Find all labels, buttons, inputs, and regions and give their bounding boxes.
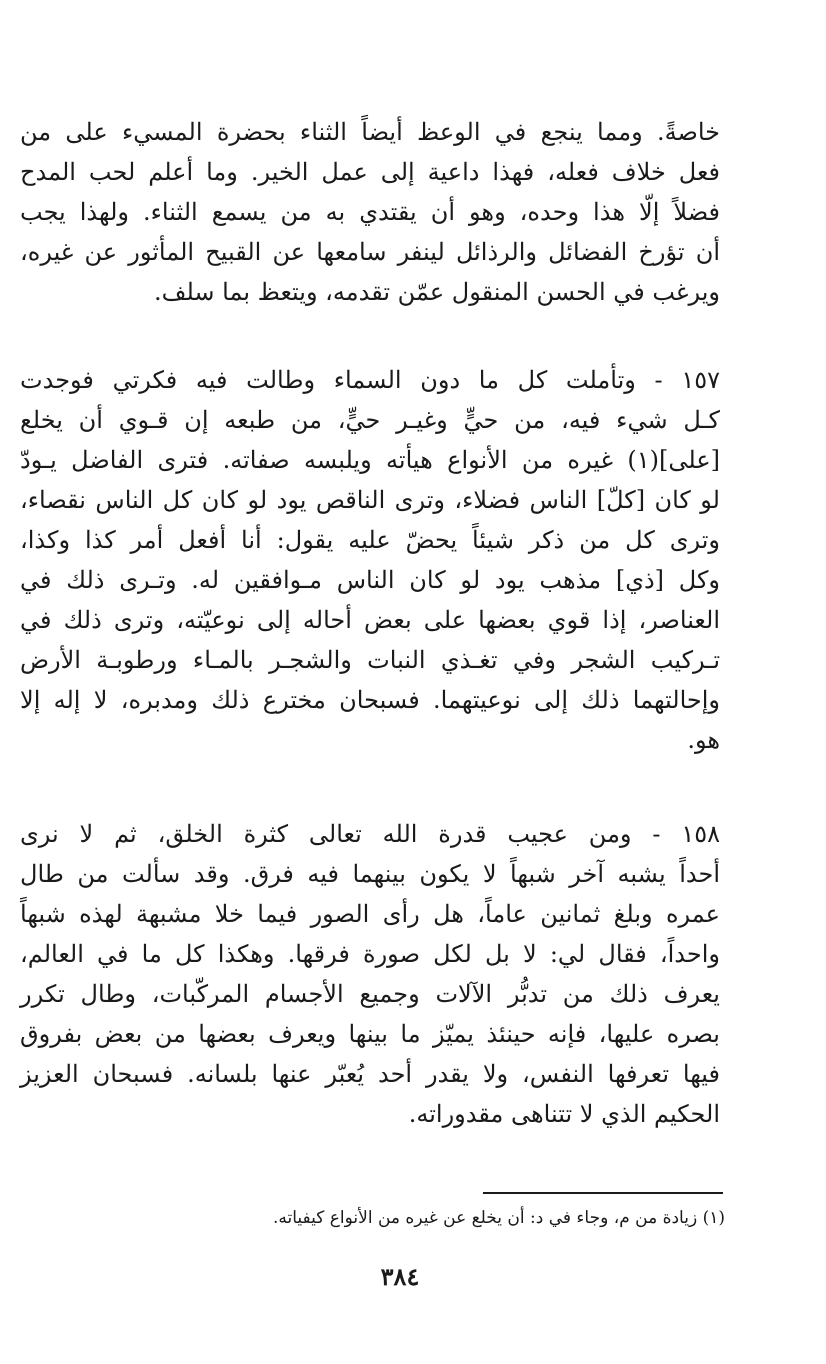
text-line: [على](١) غيره من الأنواع هيأته ويلبسه صفاته. فترى الفاضل يـودّ xyxy=(20,446,720,474)
text-line: أن تؤرخ الفضائل والرذائل لينفر سامعها عن القبيح المأثور عن غيره، xyxy=(20,238,720,266)
text-line: فضلاً إلّا هذا وحده، وهو أن يقتدي به من يسمع الثناء. ولهذا يجب xyxy=(20,198,720,226)
text-line: ١٥٧ - وتأملت كل ما دون السماء وطالت فيه فكرتي فوجدت xyxy=(20,366,720,394)
text-line: فيها تعرفها النفس، ولا يقدر أحد يُعبّر عنها بلسانه. فسبحان العزيز xyxy=(20,1060,720,1088)
page-number: ٣٨٤ xyxy=(380,1262,420,1291)
text-line: بصره عليها، فإنه حينئذ يميّز ما بينها ويعرف بعضها من بعض بفروق xyxy=(20,1020,720,1048)
text-line: هو. xyxy=(687,726,720,754)
text-line: أحداً يشبه آخر شبهاً لا يكون بينهما فيه فرق. وقد سألت من طال xyxy=(20,860,720,888)
text-line: وكل [ذي] مذهب يود لو كان الناس مـوافقين له. وتـرى ذلك في xyxy=(20,566,720,594)
footnote-divider xyxy=(483,1192,723,1194)
text-line: وإحالتهما ذلك إلى نوعيتهما. فسبحان مخترع ذلك ومدبره، لا إله إلا xyxy=(20,686,720,714)
text-line: لو كان [كلّ] الناس فضلاء، وترى الناقص يود لو كان كل الناس نقصاء، xyxy=(20,486,720,514)
text-line: الحكيم الذي لا تتناهى مقدوراته. xyxy=(408,1100,720,1128)
text-line: وترى كل من ذكر شيئاً يحضّ عليه يقول: أنا أفعل أمر كذا وكذا، xyxy=(20,526,720,554)
text-line: كـل شيء فيه، من حيٍّ وغيـر حيٍّ، من طبعه إن قـوي أن يخلع xyxy=(20,406,720,434)
text-line: العناصر، إذا قوي بعضها على بعض أحاله إلى نوعيّته، وترى ذلك في xyxy=(20,606,720,634)
text-line: ويرغب في الحسن المنقول عمّن تقدمه، ويتعظ بما سلف. xyxy=(154,278,720,306)
footnote: (١) زيادة من م، وجاء في د: أن يخلع عن غيره من الأنواع كيفياته. xyxy=(272,1208,725,1228)
text-line: واحداً، فقال لي: لا بل لكل صورة فرقها. وهكذا كل ما في العالم، xyxy=(20,940,720,968)
text-line: يعرف ذلك من تدبُّر الآلات وجميع الأجسام المركّبات، وطال تكرر xyxy=(20,980,720,1008)
text-line: فعل خلاف فعله، فهذا داعية إلى عمل الخير. وما أعلم لحب المدح xyxy=(20,158,721,186)
paragraph-158 xyxy=(20,814,720,1134)
text-line: تـركيب الشجر وفي تغـذي النبات والشجـر بالمـاء ورطوبـة الأرض xyxy=(20,646,720,674)
paragraph-157 xyxy=(20,360,720,760)
text-line: عمره وبلغ ثمانين عاماً، هل رأى الصور فيما خلا مشبهة لهذه شبهاً xyxy=(20,900,720,928)
paragraph-intro xyxy=(20,112,720,312)
text-line: ١٥٨ - ومن عجيب قدرة الله تعالى كثرة الخلق، ثم لا نرى xyxy=(20,820,720,848)
text-line: خاصةً. ومما ينجع في الوعظ أيضاً الثناء بحضرة المسيء على من xyxy=(20,118,720,146)
